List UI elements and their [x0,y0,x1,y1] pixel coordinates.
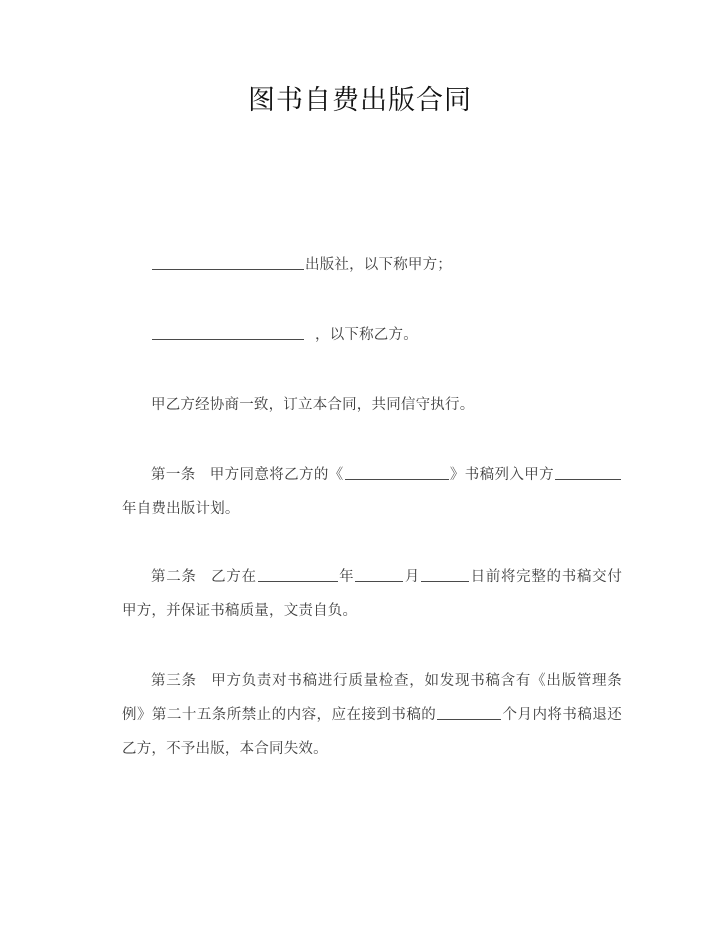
article-2-text-4: 日前将完整的书稿交付甲方，并保证书稿质量，文责自负。 [122,569,623,619]
spacer-after-agreement [122,422,622,458]
spacer-after-party-b [122,352,622,388]
party-b-suffix-text: ，以下称乙方。 [315,327,418,343]
paragraph-party-a [122,248,622,282]
article-1-text-1: 甲方同意将乙方的《 [209,467,344,483]
article-1-text-2: 》书稿列入甲方 [449,467,554,483]
party-a-name-blank[interactable] [152,254,304,270]
article-1-text-3: 年自费出版计划。 [122,501,240,517]
article-3-text-1: 甲方负责对书稿进行质量检查，如发现书稿含有《出版管理条例》第二十五条所禁止的内容，应在接到书稿的 [122,673,622,723]
spacer-after-article-1 [122,526,622,560]
article-2-text-1: 乙方在 [210,569,257,585]
return-months-blank[interactable] [437,704,501,720]
plan-year-blank[interactable] [555,464,621,480]
paragraph-agreement: 甲乙方经协商一致，订立本合同，共同信守执行。 [151,397,475,413]
document-body [122,248,622,766]
article-2-text-2: 年 [338,569,355,585]
party-b-name-blank[interactable] [152,324,304,340]
spacer-after-article-2 [122,628,622,664]
page-title: 图书自费出版合同 [248,85,472,116]
article-1-label: 第一条 [151,467,196,483]
article-3-label: 第三条 [151,673,197,689]
paragraph-article-2 [122,560,622,628]
article-2-text-3: 月 [404,569,421,585]
delivery-year-blank[interactable] [258,566,338,582]
party-a-suffix-text: 出版社，以下称甲方； [305,257,452,273]
book-title-blank[interactable] [345,464,449,480]
delivery-month-blank[interactable] [355,566,403,582]
spacer-after-party-a [122,282,622,318]
delivery-day-blank[interactable] [421,566,469,582]
article-2-label: 第二条 [151,569,197,585]
paragraph-article-3 [122,664,622,766]
paragraph-party-b [122,318,622,352]
paragraph-article-1 [122,458,622,526]
article-3-text-2: 个月内将书稿退还乙方，不予出版，本合同失效。 [122,707,622,757]
